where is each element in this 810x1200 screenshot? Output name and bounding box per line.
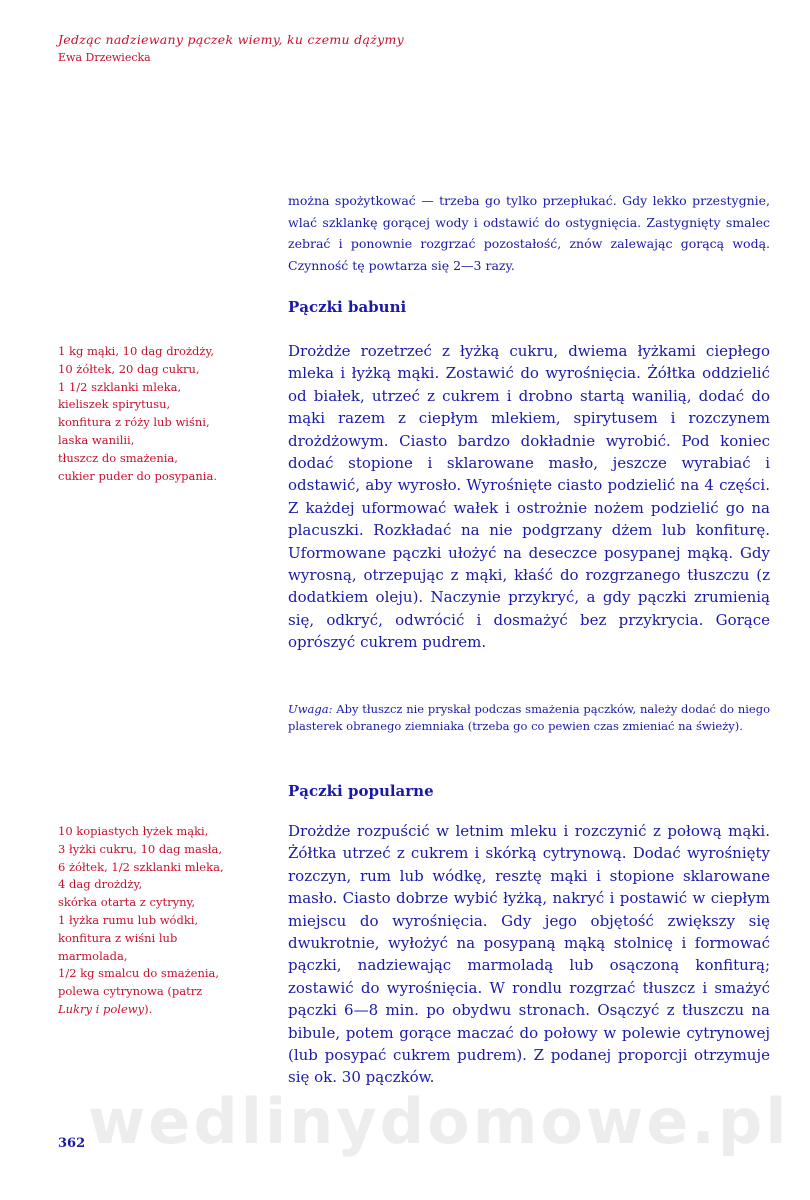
cross-reference: Lukry i polewy	[58, 1001, 145, 1016]
ingredient-line: 4 dag drożdży,	[58, 877, 143, 892]
running-header-title: Jedząc nadziewany pączek wiemy, ku czemu dążymy	[58, 32, 405, 47]
ingredient-line: 6 żółtek, 1/2 szklanki mleka,	[58, 859, 224, 874]
ingredient-line: 1/2 kg smalcu do smażenia,	[58, 966, 220, 981]
ingredient-line: polewa cytrynowa (patrz	[58, 984, 203, 999]
ingredient-line: kieliszek spirytusu,	[58, 397, 171, 412]
watermark: wedlinydomowe.pl	[88, 1085, 790, 1158]
recipe-text-popularne: Drożdże rozpuścić w letnim mleku i rozczynić z połową mąki. Żółtka utrzeć z cukrem i skórką cytrynową. Dodać wyrośnięty rozczyn, rum lub wódkę, resztę mąki i stopione sklarowane masło. Ciasto dobrze wybić łyżką, nakryć i postawić w ciepłym miejscu do wyrośnięcia. Gdy jego objętość zwiększy się dwukrotnie, wyłożyć na posypaną mąką stolnicę i formować pączki, nadziewając marmoladą lub osączoną konfiturą; zostawić do wyrośnięcia. W rondlu rozgrzać tłuszcz i smażyć pączki 6—8 min. po obydwu stronach. Osączyć z tłuszczu na bibule, potem gorące maczać do połowy w polewie cytrynowej (lub posypać cukrem pudrem). Z podanej proporcji otrzymuje się ok. 30 pączków.	[288, 822, 770, 1087]
ingredient-line: skórka otarta z cytryny,	[58, 895, 196, 910]
note-label: Uwaga:	[288, 702, 333, 716]
ingredient-line: 3 łyżki cukru, 10 dag masła,	[58, 841, 223, 856]
ingredient-line: cukier puder do posypania.	[58, 468, 217, 483]
note-text: Aby tłuszcz nie pryskał podczas smażenia pączków, należy dodać do niego plasterek obranego ziemniaka (trzeba go co pewien czas zmieniać na świeży).	[288, 702, 771, 733]
ingredient-line: 1 kg mąki, 10 dag drożdży,	[58, 344, 215, 358]
ingredient-line: tłuszcz do smażenia,	[58, 450, 178, 465]
ingredient-line: 1 łyżka rumu lub wódki,	[58, 912, 199, 927]
ingredient-line: 10 kopiastych łyżek mąki,	[58, 824, 209, 838]
ingredient-line: konfitura z wiśni lub	[58, 930, 178, 945]
recipe-title-paczki-popularne: Pączki popularne	[288, 782, 434, 800]
ingredient-line: 10 żółtek, 20 dag cukru,	[58, 361, 200, 376]
recipe-note-babuni	[288, 701, 770, 735]
ingredient-line: 1 1/2 szklanki mleka,	[58, 379, 182, 394]
ingredient-line: konfitura z róży lub wiśni,	[58, 415, 210, 430]
ingredients-list-popularne	[58, 823, 268, 1019]
ingredients-list-babuni	[58, 343, 268, 485]
cross-reference-suffix: ).	[144, 1001, 153, 1016]
recipe-title-paczki-babuni: Pączki babuni	[288, 298, 407, 316]
running-header-author: Ewa Drzewiecka	[58, 51, 151, 64]
ingredient-line: laska wanilii,	[58, 432, 135, 447]
intro-paragraph: można spożytkować — trzeba go tylko przepłukać. Gdy lekko przestygnie, wlać szklankę gorącej wody i odstawić do ostygnięcia. Zastygnięty smalec zebrać i ponownie rozgrzać pozostałość, znów zalewając gorącą wodą. Czynność tę powtarza się 2—3 razy.	[288, 193, 770, 273]
page-number: 362	[58, 1136, 86, 1151]
recipe-text-babuni: Drożdże rozetrzeć z łyżką cukru, dwiema łyżkami ciepłego mleka i łyżką mąki. Zostawić do wyrośnięcia. Żółtka oddzielić od białek, utrzeć z cukrem i drobno startą wanilią, dodać do mąki razem z ciepłym mlekiem, spirytusem i rozczynem drożdżowym. Ciasto bardzo dokładnie wyrobić. Pod koniec dodać stopione i sklarowane masło, jeszcze wyrabiać i odstawić, aby wyrosło. Wyrośnięte ciasto podzielić na 4 części. Z każdej uformować wałek i ostrożnie nożem podzielić go na placuszki. Rozkładać na nie podgrzany dżem lub konfiturę. Uformowane pączki ułożyć na deseczce posypanej mąką. Gdy wyrosną, otrzepując z mąki, kłaść do rozgrzanego tłuszczu (z dodatkiem oleju). Naczynie przykryć, a gdy pączki zrumienią się, odkryć, odwrócić i dosmażyć bez przykrycia. Gorące oprószyć cukrem pudrem.	[288, 342, 770, 652]
ingredient-line: marmolada,	[58, 948, 128, 963]
ingredient-line	[58, 1001, 268, 1019]
